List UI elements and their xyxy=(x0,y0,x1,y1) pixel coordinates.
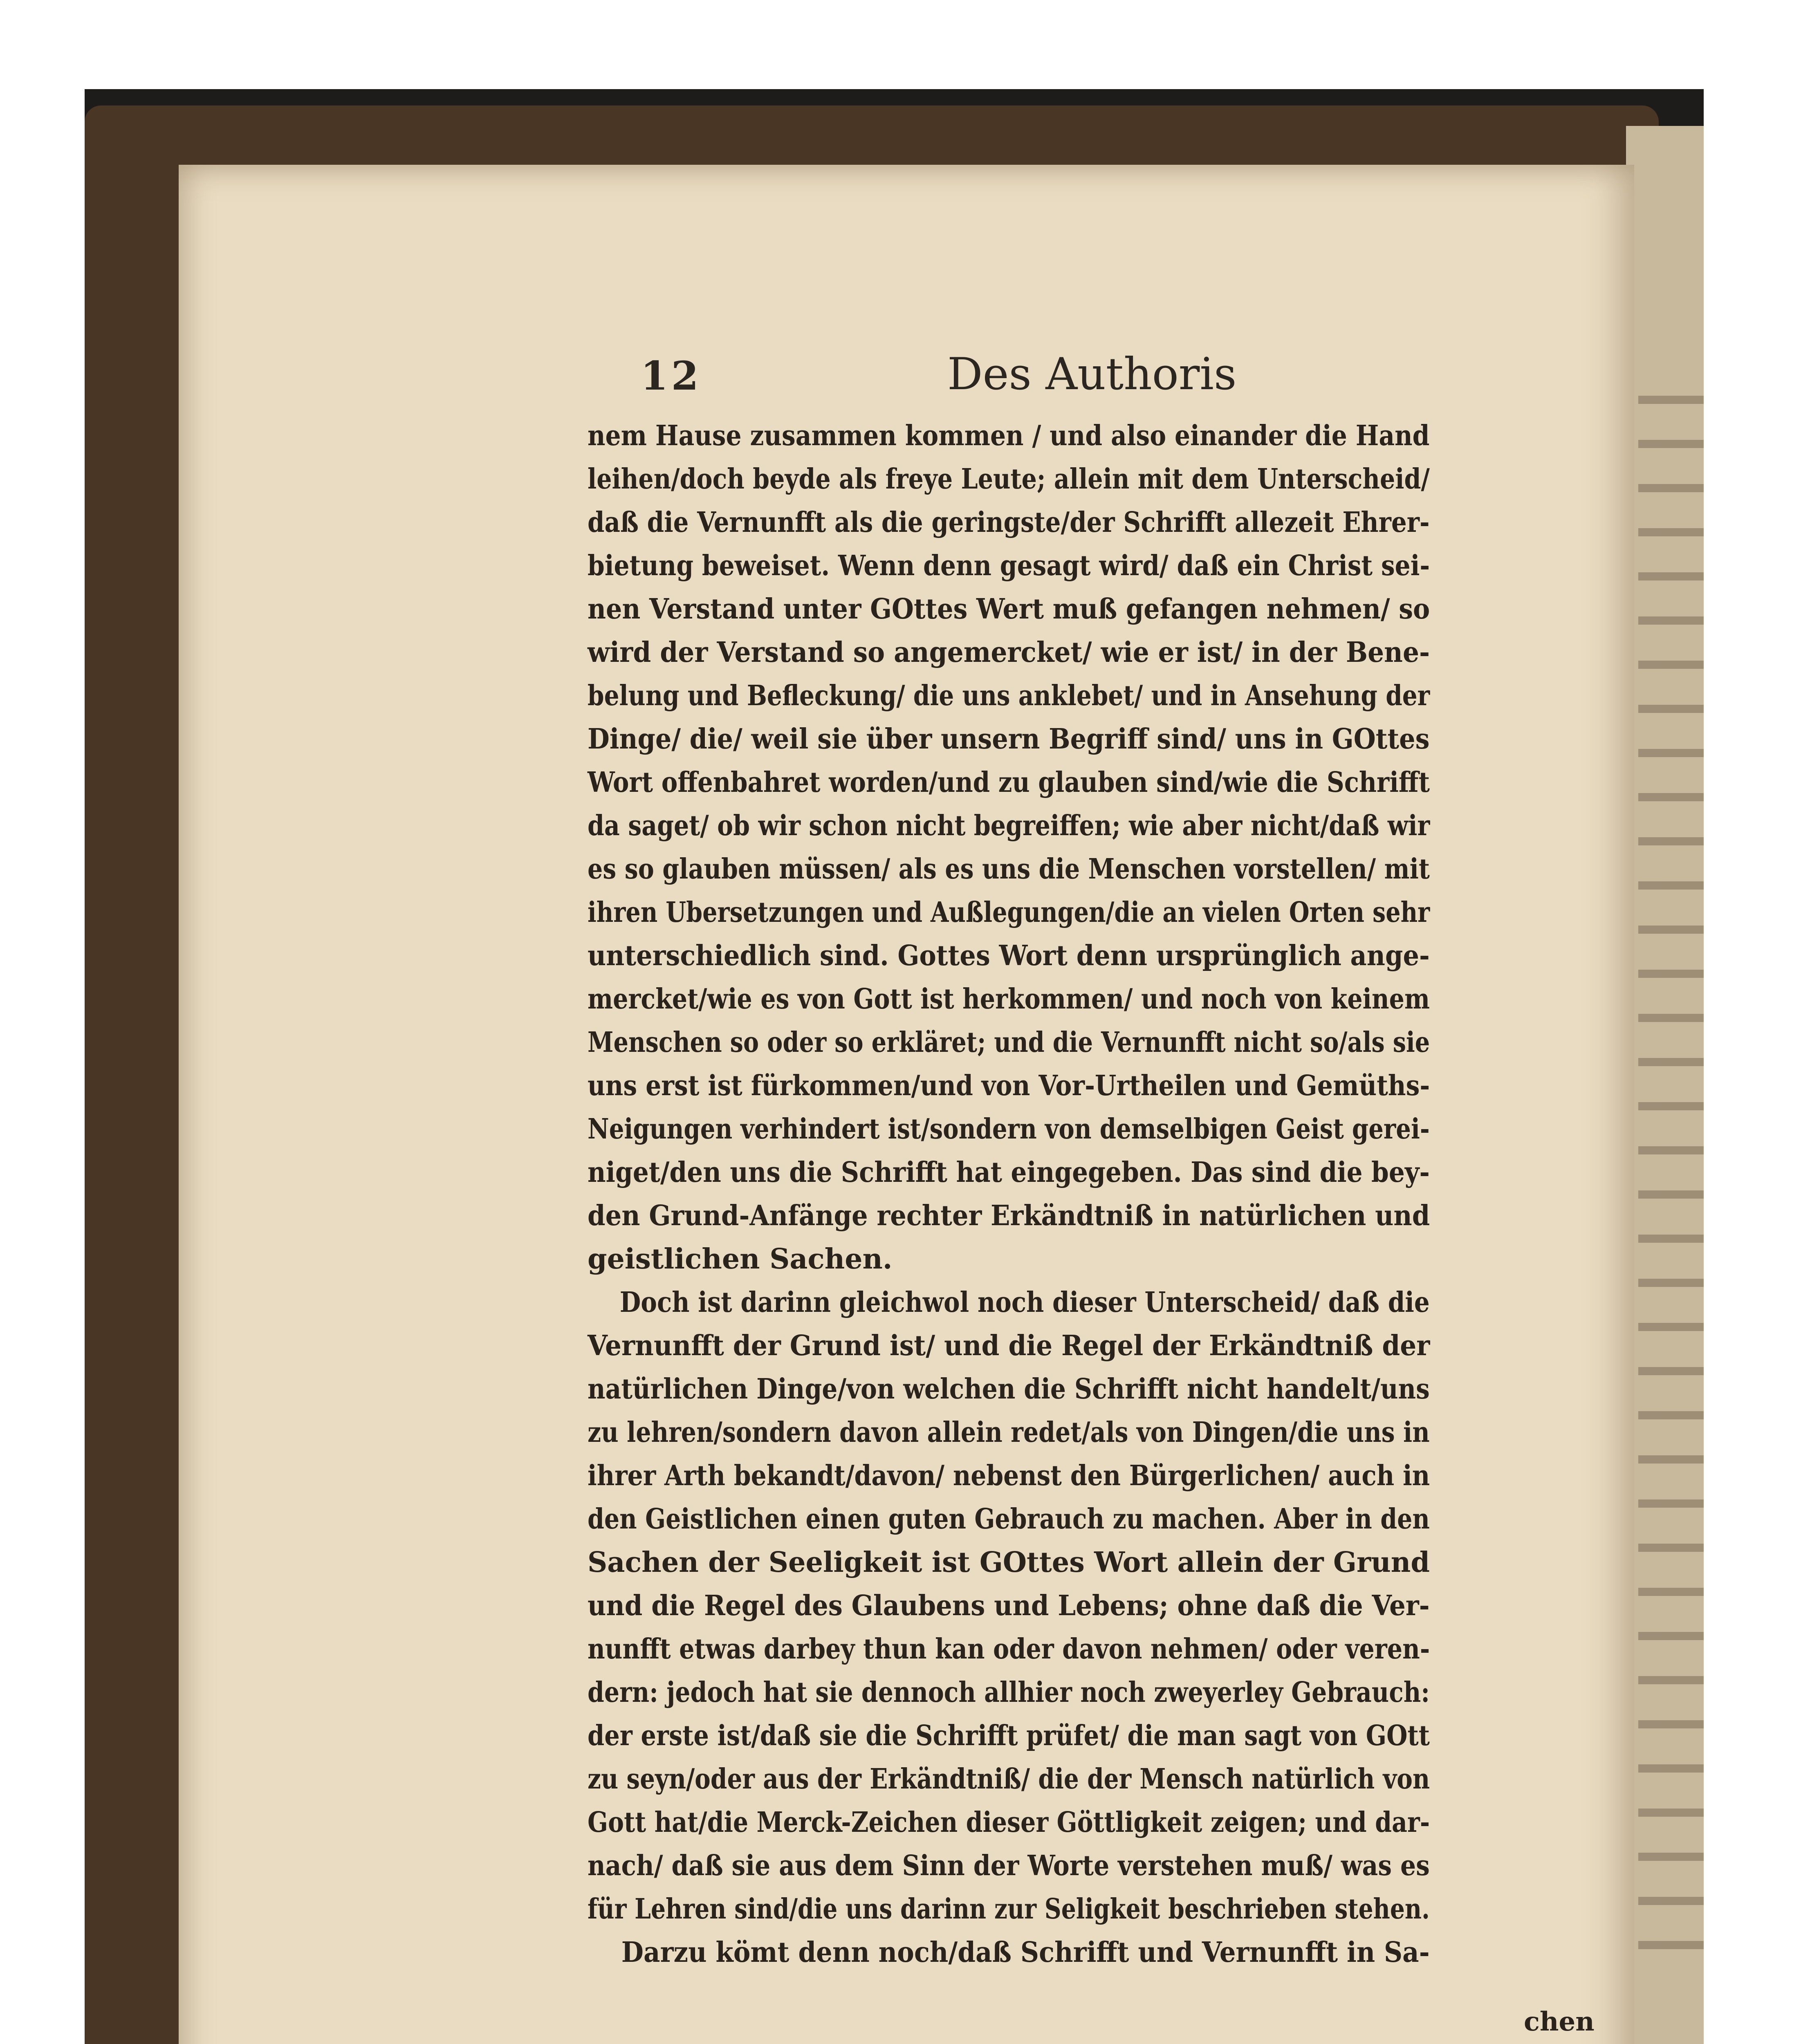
text-line: für Lehren sind/die uns darinn zur Seligkeit beschrieben stehen. xyxy=(588,1893,1430,1925)
text-line: Sachen der Seeligkeit ist GOttes Wort allein der Grund xyxy=(588,1546,1430,1579)
text-line: den Geistlichen einen guten Gebrauch zu machen. Aber in den xyxy=(588,1503,1430,1535)
page-header xyxy=(641,349,1336,406)
text-line: zu lehren/sondern davon allein redet/als von Dingen/die uns in xyxy=(588,1416,1430,1449)
text-line: uns erst ist fürkommen/und von Vor-Urtheilen und Gemüths- xyxy=(588,1069,1430,1102)
text-line: natürlichen Dinge/von welchen die Schrifft nicht handelt/uns xyxy=(588,1373,1430,1405)
text-line: Menschen so oder so erkläret; und die Vernunfft nicht so/als sie xyxy=(588,1026,1430,1059)
text-line: dern: jedoch hat sie dennoch allhier noch zweyerley Gebrauch: xyxy=(588,1676,1430,1709)
text-line: Vernunfft der Grund ist/ und die Regel der Erkändtniß der xyxy=(588,1329,1430,1362)
text-line: wird der Verstand so angemercket/ wie er ist/ in der Bene- xyxy=(588,636,1430,669)
text-line: nen Verstand unter GOttes Wert muß gefangen nehmen/ so xyxy=(588,593,1430,625)
text-line: der erste ist/daß sie die Schrifft prüfet/ die man sagt von GOtt xyxy=(588,1719,1430,1752)
text-line: da saget/ ob wir schon nicht begreiffen; wie aber nicht/daß wir xyxy=(588,809,1430,842)
text-line: mercket/wie es von Gott ist herkommen/ und noch von keinem xyxy=(588,983,1430,1015)
page-scan xyxy=(85,89,1704,2044)
text-line: niget/den uns die Schrifft hat eingegeben. Das sind die bey- xyxy=(588,1156,1430,1189)
text-line: nach/ daß sie aus dem Sinn der Worte verstehen muß/ was es xyxy=(588,1849,1430,1882)
text-line: nem Hause zusammen kommen / und also einander die Hand xyxy=(588,419,1430,452)
catchword: chen xyxy=(1524,2006,1595,2037)
text-line: Darzu kömt denn noch/daß Schrifft und Vernunfft in Sa- xyxy=(621,1936,1430,1969)
text-line: ihrer Arth bekandt/davon/ nebenst den Bürgerlichen/ auch in xyxy=(588,1459,1430,1492)
text-line: unterschiedlich sind. Gottes Wort denn ursprünglich ange- xyxy=(588,939,1430,972)
text-line: zu seyn/oder aus der Erkändtniß/ die der Mensch natürlich von xyxy=(588,1763,1430,1795)
running-head: Des Authoris xyxy=(947,349,1237,400)
text-line: und die Regel des Glaubens und Lebens; ohne daß die Ver- xyxy=(588,1589,1430,1622)
text-line: es so glauben müssen/ als es uns die Menschen vorstellen/ mit xyxy=(588,853,1430,885)
text-line: daß die Vernunfft als die geringste/der Schrifft allezeit Ehrer- xyxy=(588,506,1430,539)
page-number: 12 xyxy=(641,353,702,399)
text-line: Wort offenbahret worden/und zu glauben sind/wie die Schrifft xyxy=(588,766,1430,799)
text-line: Doch ist darinn gleichwol noch dieser Unterscheid/ daß die xyxy=(619,1286,1430,1319)
text-line: belung und Befleckung/ die uns anklebet/ und in Ansehung der xyxy=(588,679,1430,712)
text-line: leihen/doch beyde als freye Leute; allein mit dem Unterscheid/ xyxy=(588,463,1430,495)
text-line: bietung beweiset. Wenn denn gesagt wird/ daß ein Christ sei- xyxy=(588,549,1430,582)
text-line: Neigungen verhindert ist/sondern von demselbigen Geist gerei- xyxy=(588,1113,1430,1145)
body-text xyxy=(588,414,1430,1974)
text-line: ihren Ubersetzungen und Außlegungen/die an vielen Orten sehr xyxy=(588,896,1430,929)
text-line: nunfft etwas darbey thun kan oder davon nehmen/ oder veren- xyxy=(588,1633,1430,1665)
text-line: Dinge/ die/ weil sie über unsern Begriff sind/ uns in GOttes xyxy=(588,723,1430,755)
text-line: den Grund-Anfänge rechter Erkändtniß in natürlichen und xyxy=(588,1199,1430,1232)
book-page xyxy=(179,165,1634,2044)
facing-page-edge xyxy=(1626,126,1704,2044)
text-line: Gott hat/die Merck-Zeichen dieser Göttligkeit zeigen; und dar- xyxy=(588,1806,1430,1839)
facing-page-text xyxy=(1638,371,1704,1966)
text-line: geistlichen Sachen. xyxy=(588,1243,893,1275)
